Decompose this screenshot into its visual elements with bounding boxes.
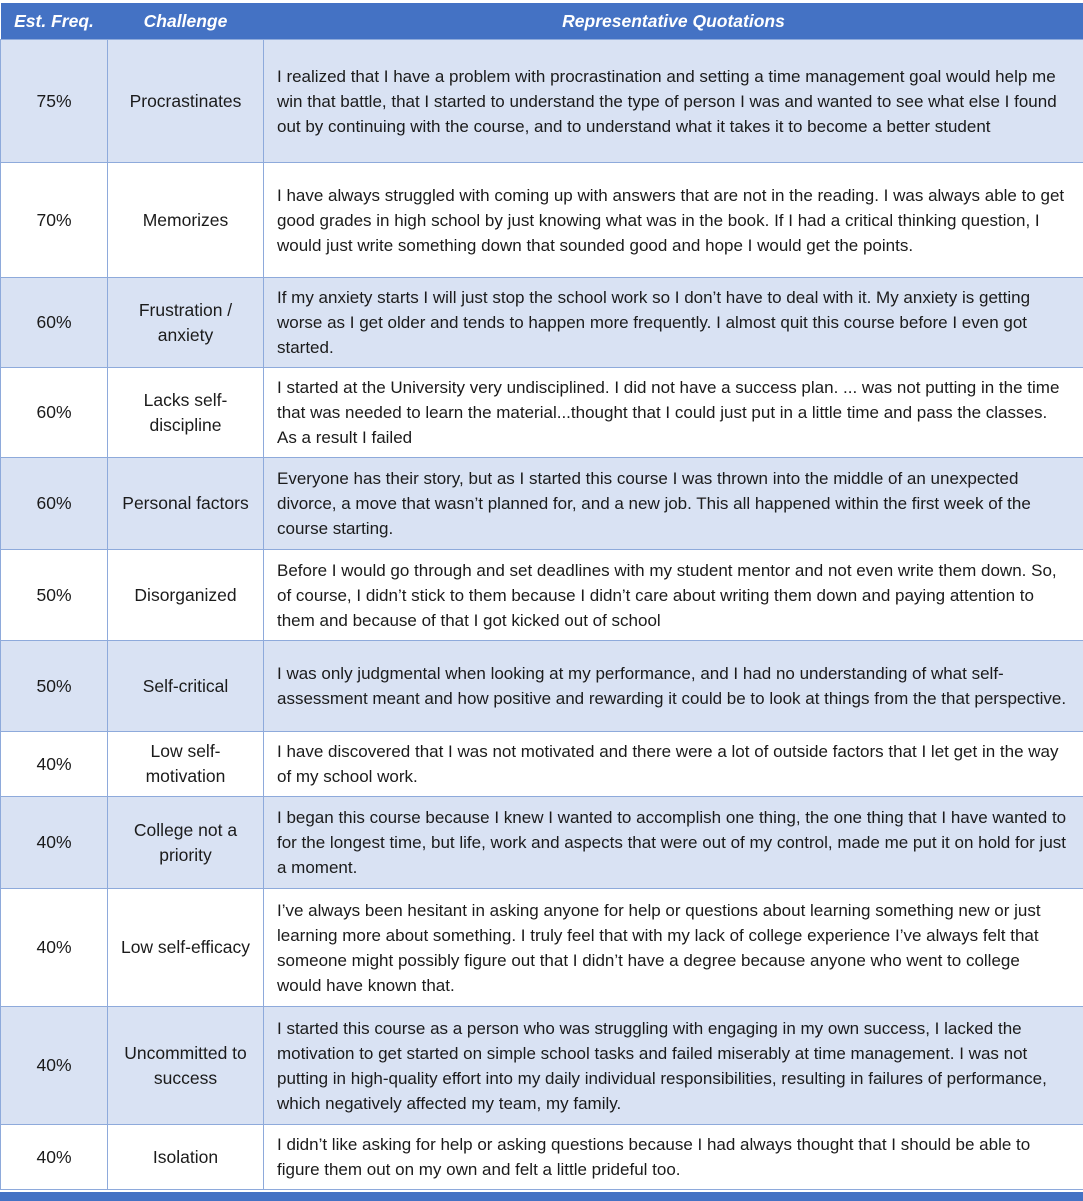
- quote-cell: I have always struggled with coming up with answers that are not in the reading. I was always able to get good grades in high school by just knowing what was in the book. If I had a critical thinking question, I would just write something down that sounded good and hope I would get the points.: [264, 163, 1083, 278]
- freq-cell: 40%: [1, 1007, 108, 1125]
- table-row: [1, 797, 1083, 889]
- table-header: [1, 3, 1083, 40]
- header-row: [1, 3, 1083, 40]
- challenge-cell: Low self-efficacy: [108, 889, 264, 1007]
- table-row: [1, 1007, 1083, 1125]
- challenge-cell: Lacks self-discipline: [108, 368, 264, 458]
- freq-cell: 60%: [1, 368, 108, 458]
- table-row: [1, 458, 1083, 550]
- challenge-cell: Procrastinates: [108, 40, 264, 163]
- freq-cell: 40%: [1, 732, 108, 797]
- header-challenge: Challenge: [108, 3, 264, 40]
- freq-cell: 40%: [1, 797, 108, 889]
- challenge-cell: Low self-motivation: [108, 732, 264, 797]
- header-representative-quotations: Representative Quotations: [264, 3, 1083, 40]
- quote-cell: I realized that I have a problem with procrastination and setting a time management goal would help me win that battle, that I started to understand the type of person I was and wanted to see what else I found out by continuing with the course, and to understand what it takes it to become a better student: [264, 40, 1083, 163]
- challenge-cell: Uncommitted to success: [108, 1007, 264, 1125]
- quote-cell: I started at the University very undisciplined. I did not have a success plan. ... was not putting in the time that was needed to learn the material...thought that I could just put in a little time and pass the classes. As a result I failed: [264, 368, 1083, 458]
- quote-cell: I’ve always been hesitant in asking anyone for help or questions about learning something new or just learning more about something. I truly feel that with my lack of college experience I’ve always felt that someone might possibly figure out that I didn’t have a degree because anyone who went to college would have known that.: [264, 889, 1083, 1007]
- quote-cell: I have discovered that I was not motivated and there were a lot of outside factors that I let get in the way of my school work.: [264, 732, 1083, 797]
- quote-cell: Before I would go through and set deadlines with my student mentor and not even write them down. So, of course, I didn’t stick to them because I didn’t care about writing them down and paying attention to them and because of that I got kicked out of school: [264, 550, 1083, 641]
- quote-cell: I didn’t like asking for help or asking questions because I had always thought that I should be able to figure them out on my own and felt a little prideful too.: [264, 1125, 1083, 1190]
- table-row: [1, 732, 1083, 797]
- quote-cell: If my anxiety starts I will just stop the school work so I don’t have to deal with it. My anxiety is getting worse as I get older and tends to happen more frequently. I almost quit this course before I even got started.: [264, 278, 1083, 368]
- freq-cell: 60%: [1, 278, 108, 368]
- challenge-cell: Isolation: [108, 1125, 264, 1190]
- challenge-cell: Disorganized: [108, 550, 264, 641]
- freq-cell: 40%: [1, 889, 108, 1007]
- freq-cell: 50%: [1, 550, 108, 641]
- challenge-cell: Memorizes: [108, 163, 264, 278]
- quote-cell: I was only judgmental when looking at my performance, and I had no understanding of what self-assessment meant and how positive and rewarding it could be to look at things from the that perspective.: [264, 641, 1083, 732]
- table-row: [1, 368, 1083, 458]
- challenge-cell: Personal factors: [108, 458, 264, 550]
- table-row: [1, 641, 1083, 732]
- challenges-table: [0, 3, 1083, 1190]
- table-row: [1, 550, 1083, 641]
- freq-cell: 50%: [1, 641, 108, 732]
- table-row: [1, 40, 1083, 163]
- challenge-cell: Frustration / anxiety: [108, 278, 264, 368]
- table-row: [1, 278, 1083, 368]
- table-body: [1, 40, 1083, 1190]
- table-bottom-bar: [0, 1192, 1083, 1201]
- table-row: [1, 889, 1083, 1007]
- challenge-cell: College not a priority: [108, 797, 264, 889]
- quote-cell: I started this course as a person who was struggling with engaging in my own success, I lacked the motivation to get started on simple school tasks and failed miserably at time management. I was not putting in high-quality effort into my daily individual responsibilities, resulting in failures of performance, which negatively affected my team, my family.: [264, 1007, 1083, 1125]
- freq-cell: 40%: [1, 1125, 108, 1190]
- freq-cell: 60%: [1, 458, 108, 550]
- challenge-cell: Self-critical: [108, 641, 264, 732]
- quote-cell: Everyone has their story, but as I started this course I was thrown into the middle of an unexpected divorce, a move that wasn’t planned for, and a new job. This all happened within the first week of the course starting.: [264, 458, 1083, 550]
- table-row: [1, 163, 1083, 278]
- quote-cell: I began this course because I knew I wanted to accomplish one thing, the one thing that I have wanted to for the longest time, but life, work and aspects that were out of my control, made me put it on hold for just a moment.: [264, 797, 1083, 889]
- table-row: [1, 1125, 1083, 1190]
- header-est-freq: Est. Freq.: [1, 3, 108, 40]
- freq-cell: 75%: [1, 40, 108, 163]
- freq-cell: 70%: [1, 163, 108, 278]
